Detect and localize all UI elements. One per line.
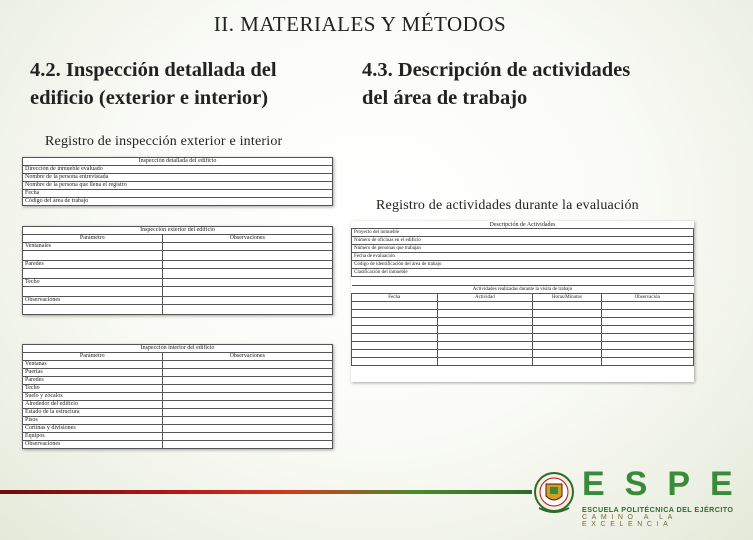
empty-cell [601,310,693,318]
form-row: Nombre de la persona que llena el registro [23,182,333,190]
column-header: Observaciones [162,235,333,243]
empty-cell [162,401,333,409]
form-row: Observaciones [23,297,163,305]
empty-cell [533,350,601,358]
form-row: Paredes [23,261,163,269]
empty-cell [437,326,533,334]
empty-cell [352,318,438,326]
empty-cell [533,326,601,334]
building-form-table [22,157,333,206]
empty-cell [352,326,438,334]
form-header: Inspección detallada del edificio [23,158,333,166]
interior-inspection-form [22,344,333,449]
empty-cell [601,350,693,358]
activities-subheader: Actividades realizadas durante la visita de trabajo [472,286,573,292]
empty-cell [162,297,333,305]
empty-cell [162,269,333,279]
building-inspection-form [22,157,333,206]
empty-cell [23,269,163,279]
empty-cell [23,287,163,297]
column-header: Observaciones [162,353,333,361]
empty-cell [162,425,333,433]
form-row: Proyecto del inmueble [352,229,694,237]
column-header: Observación [601,294,693,302]
empty-cell [437,358,533,366]
empty-cell [437,302,533,310]
form-header: Inspección interior del edificio [23,345,333,353]
interior-form-table [22,344,333,449]
form-row: Número de oficinas en el edificio [352,237,694,245]
espe-wordmark: ESPE [582,465,753,503]
heading-line: 4.3. Descripción de actividades [362,59,631,81]
activities-caption: Registro de actividades durante la evaluación [376,198,639,213]
exterior-form-table [22,226,333,315]
empty-cell [533,342,601,350]
form-row: Código de identificación del área de trabajo [352,261,694,269]
inspection-caption: Registro de inspección exterior e interior [45,134,283,149]
form-row: Equipos [23,433,163,441]
empty-cell [352,342,438,350]
institution-motto: CAMINO A LA EXCELENCIA [582,514,677,528]
empty-cell [162,243,333,251]
form-row: Paredes [23,377,163,385]
form-row: Ventanas [23,361,163,369]
heading-line: del área de trabajo [362,87,528,109]
empty-cell [437,318,533,326]
empty-cell [533,334,601,342]
form-header: Descripción de Actividades [489,221,556,228]
empty-cell [533,318,601,326]
form-row: Techo [23,279,163,287]
empty-cell [437,350,533,358]
empty-cell [162,261,333,269]
form-row: Dirección de inmueble evaluado [23,166,333,174]
empty-cell [162,409,333,417]
espe-logo [582,465,753,528]
empty-cell [533,358,601,366]
empty-cell [162,361,333,369]
heading-line: 4.2. Inspección detallada del [30,59,277,81]
empty-cell [162,305,333,315]
column-header: Fecha [352,294,438,302]
empty-cell [352,277,694,286]
empty-cell [601,334,693,342]
form-row: Nombre de la persona entrevistada [23,174,333,182]
empty-cell [533,310,601,318]
empty-cell [23,305,163,315]
empty-cell [162,441,333,449]
empty-cell [437,342,533,350]
column-header: Parámetro [23,235,163,243]
activities-form-table [351,221,694,366]
form-row: Cortinas y divisiones [23,425,163,433]
exterior-inspection-form [22,226,333,315]
section-heading-inspection [30,56,277,112]
form-row: Suelo y zócalos [23,393,163,401]
form-row: Fecha [23,190,333,198]
empty-cell [162,279,333,287]
institution-name: ESCUELA POLITÉCNICA DEL EJÉRCITO [582,505,734,514]
form-header: Inspección exterior del edificio [23,227,333,235]
empty-cell [352,310,438,318]
form-row: Alrededor del edificio [23,401,163,409]
form-row: Ventanales [23,243,163,251]
column-header: Parámetro [23,353,163,361]
espe-crest-icon [533,470,575,516]
empty-cell [162,417,333,425]
form-row: Observaciones [23,441,163,449]
activities-form [351,221,694,382]
form-row: Techo [23,385,163,393]
form-row: Estado de la estructura [23,409,163,417]
empty-cell [162,385,333,393]
column-header: Actividad [437,294,533,302]
empty-cell [601,342,693,350]
empty-cell [352,302,438,310]
form-row: Clasificación del inmueble [352,269,694,277]
form-row: Número de personas que trabajan [352,245,694,253]
empty-cell [162,251,333,261]
form-row: Código del área de trabajo [23,198,333,206]
empty-cell [601,358,693,366]
section-heading-activities [362,56,630,112]
form-row: Puertas [23,369,163,377]
form-row: Pisos [23,417,163,425]
footer-color-bar [0,490,532,494]
slide-title: II. MATERIALES Y MÉTODOS [213,12,507,36]
empty-cell [437,334,533,342]
empty-cell [533,302,601,310]
empty-cell [162,377,333,385]
column-header: Horas/Minutos [533,294,601,302]
heading-line: edificio (exterior e interior) [30,87,269,109]
empty-cell [437,310,533,318]
empty-cell [162,369,333,377]
empty-cell [601,318,693,326]
empty-cell [352,350,438,358]
empty-cell [601,302,693,310]
form-row: Fecha de evaluación [352,253,694,261]
empty-cell [162,393,333,401]
empty-cell [23,251,163,261]
empty-cell [162,433,333,441]
empty-cell [601,326,693,334]
empty-cell [352,358,438,366]
empty-cell [352,334,438,342]
empty-cell [162,287,333,297]
